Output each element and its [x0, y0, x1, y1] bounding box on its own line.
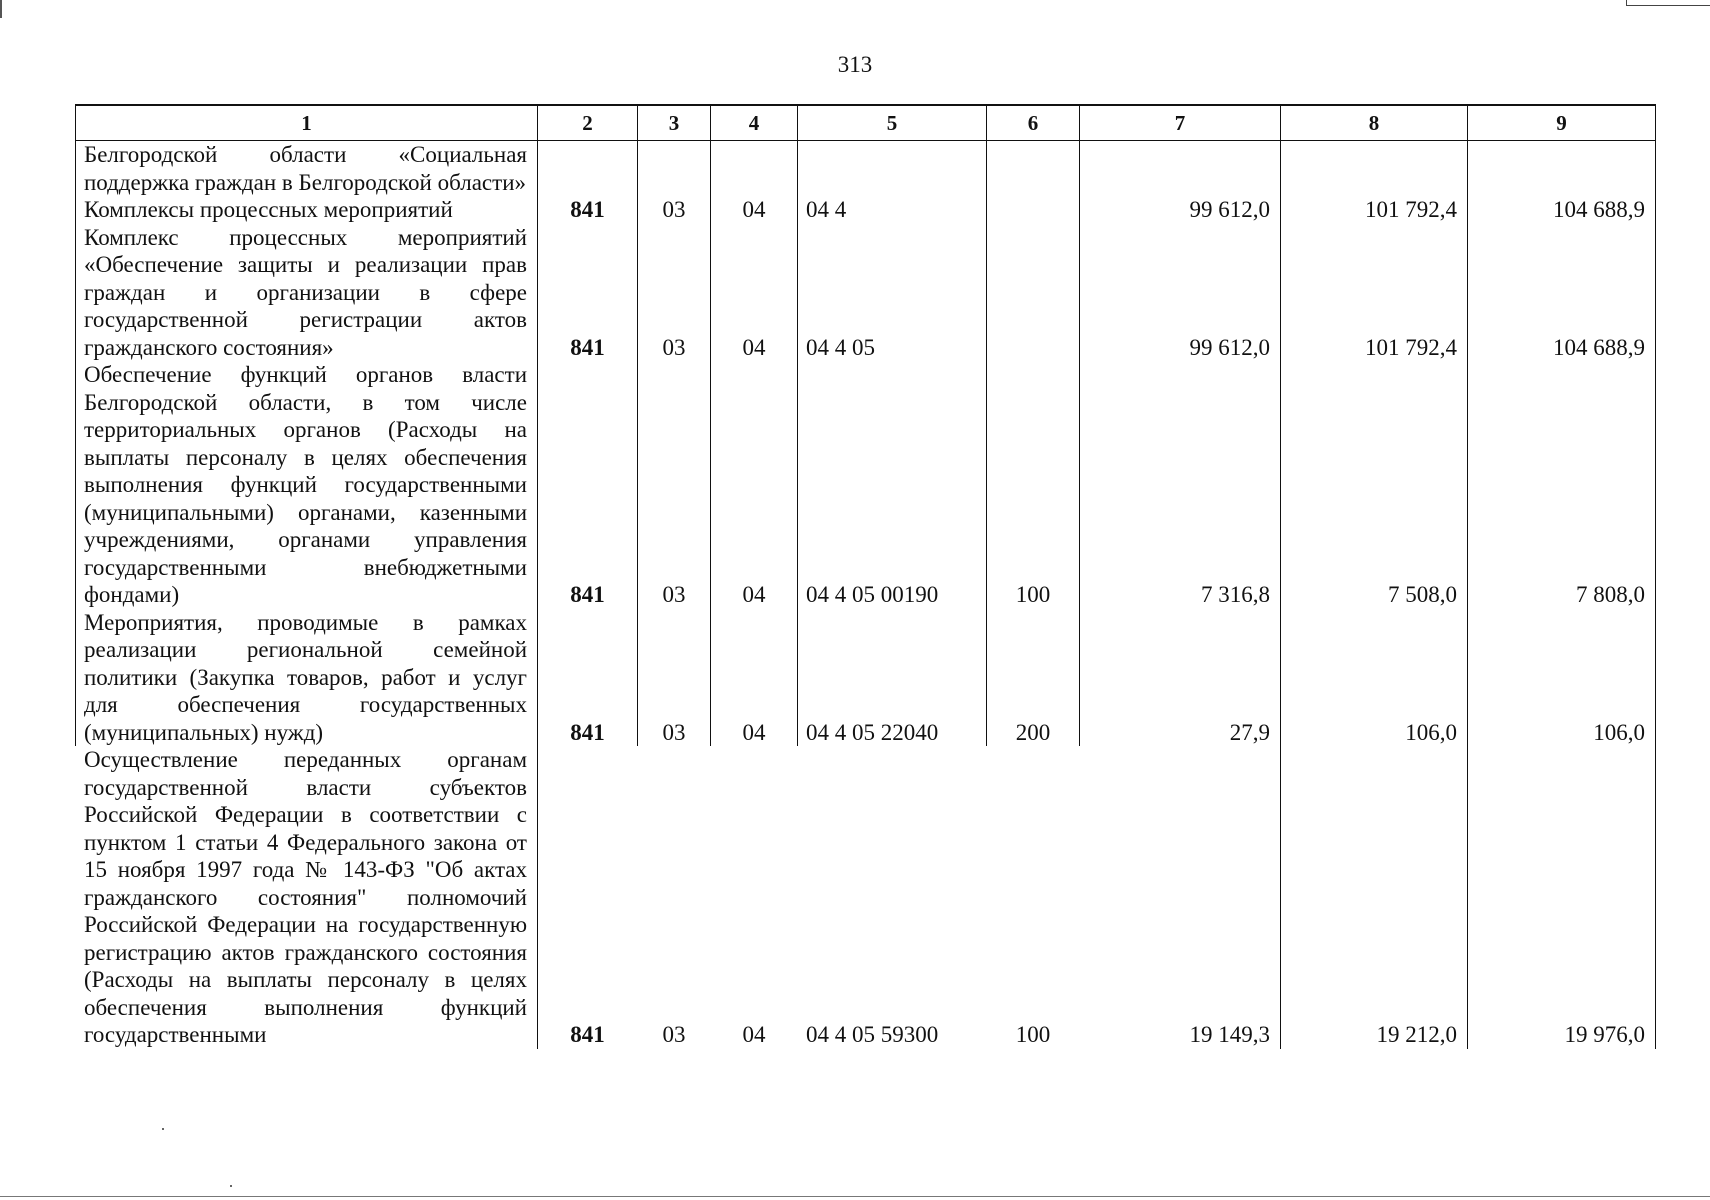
cell-expense-type: [987, 196, 1080, 224]
cell-expense-type: [987, 141, 1080, 197]
page-number: 313: [837, 52, 873, 77]
table-row: [76, 361, 1656, 609]
cell-amount-col8: [1281, 141, 1468, 197]
column-header: 9: [1468, 105, 1656, 141]
cell-amount-col7: 7 316,8: [1080, 361, 1281, 609]
cell-expense-type: 100: [1015, 1022, 1051, 1047]
table-row: [76, 224, 1656, 362]
cell-subsection: 04: [711, 609, 798, 747]
cell-subsection: 04: [711, 361, 798, 609]
cell-expense-type: 100: [987, 361, 1080, 609]
table-row: [76, 196, 1656, 224]
cell-section: 03: [638, 361, 711, 609]
scan-artifact: [162, 1128, 164, 1130]
row-description: Белгородской области «Социальная поддержка граждан в Белгородской области»: [76, 141, 538, 197]
cell-subsection: [711, 141, 798, 197]
column-header: 5: [798, 105, 987, 141]
column-header: 8: [1281, 105, 1468, 141]
scan-edge-top: [1626, 0, 1710, 6]
scan-artifact: [230, 1185, 232, 1187]
table-row: [76, 141, 1656, 197]
cell-amount-col7: 19 149,3: [1080, 746, 1281, 1049]
cell-ministry-code: 841: [570, 1022, 605, 1047]
cell-amount-col9: 104 688,9: [1468, 196, 1656, 224]
cell-amount-col8: 7 508,0: [1281, 361, 1468, 609]
row-description: Комплексы процессных мероприятий: [76, 196, 538, 224]
cell-ministry-code: [538, 141, 638, 197]
cell-amount-col9: 7 808,0: [1468, 361, 1656, 609]
column-header: 7: [1080, 105, 1281, 141]
table-row: [76, 746, 1656, 1049]
column-header: 2: [538, 105, 638, 141]
cell-expense-type: [987, 224, 1080, 362]
scan-edge-left: [0, 0, 2, 18]
column-header: 6: [987, 105, 1080, 141]
cell-target-article: 04 4 05 22040: [798, 609, 987, 747]
scan-edge-bottom: [0, 1196, 1710, 1197]
cell-amount-col8: 19 212,0: [1281, 746, 1468, 1049]
cell-amount-col7: 99 612,0: [1080, 224, 1281, 362]
cell-target-article: 04 4: [798, 196, 987, 224]
cell-target-article: [798, 141, 987, 197]
cell-ministry-code: 841: [538, 224, 638, 362]
cell-target-article: 04 4 05 00190: [798, 361, 987, 609]
cell-ministry-code: 841: [538, 196, 638, 224]
cell-amount-col7: 99 612,0: [1080, 196, 1281, 224]
row-description: Осуществление переданных органам государственной власти субъектов Российской Федерации в соответствии с пунктом 1 статьи 4 Федерального закона от 15 ноября 1997 года № 143-ФЗ "Об актах гражданского состояния" полномочий Российской Федерации на государственную регистрацию актов гражданского состояния (Расходы на выплаты персоналу в целях обеспечения выполнения функций государственными: [76, 746, 538, 1049]
cell-subsection: 04: [711, 196, 798, 224]
row-description: Мероприятия, проводимые в рамках реализации региональной семейной политики (Закупка товаров, работ и услуг для обеспечения государственных (муниципальных) нужд): [76, 609, 538, 747]
cell-amount-col9: 19 976,0: [1468, 746, 1656, 1049]
column-header: 1: [76, 105, 538, 141]
table-row: [76, 609, 1656, 747]
cell-section: [638, 141, 711, 197]
row-description: Обеспечение функций органов власти Белгородской области, в том числе территориальных органов (Расходы на выплаты персоналу в целях обеспечения выполнения функций государственными (муниципальными) органами, казенными учреждениями, органами управления государственными внебюджетными фондами): [76, 361, 538, 609]
table-header-row: [76, 105, 1656, 141]
cell-amount-col8: 101 792,4: [1281, 224, 1468, 362]
cell-target-article: 04 4 05: [798, 224, 987, 362]
cell-subsection: 04: [711, 224, 798, 362]
cell-amount-col8: 101 792,4: [1281, 196, 1468, 224]
cell-ministry-code: 841: [538, 361, 638, 609]
cell-amount-col9: [1468, 141, 1656, 197]
cell-subsection: 04: [742, 1022, 766, 1047]
cell-section: 03: [638, 196, 711, 224]
cell-amount-col9: 106,0: [1468, 609, 1656, 747]
row-description: Комплекс процессных мероприятий «Обеспечение защиты и реализации прав граждан и организации в сфере государственной регистрации актов гражданского состояния»: [76, 224, 538, 362]
cell-section: 03: [638, 224, 711, 362]
cell-expense-type: 200: [987, 609, 1080, 747]
cell-amount-col7: 27,9: [1080, 609, 1281, 747]
column-header: 4: [711, 105, 798, 141]
cell-section: 03: [662, 1022, 686, 1047]
cell-amount-col9: 104 688,9: [1468, 224, 1656, 362]
column-header: 3: [638, 105, 711, 141]
cell-target-article: 04 4 05 59300: [806, 1022, 939, 1047]
cell-amount-col7: [1080, 141, 1281, 197]
cell-section: 03: [638, 609, 711, 747]
budget-table: [75, 104, 1656, 1049]
cell-ministry-code: 841: [538, 609, 638, 747]
cell-amount-col8: 106,0: [1281, 609, 1468, 747]
